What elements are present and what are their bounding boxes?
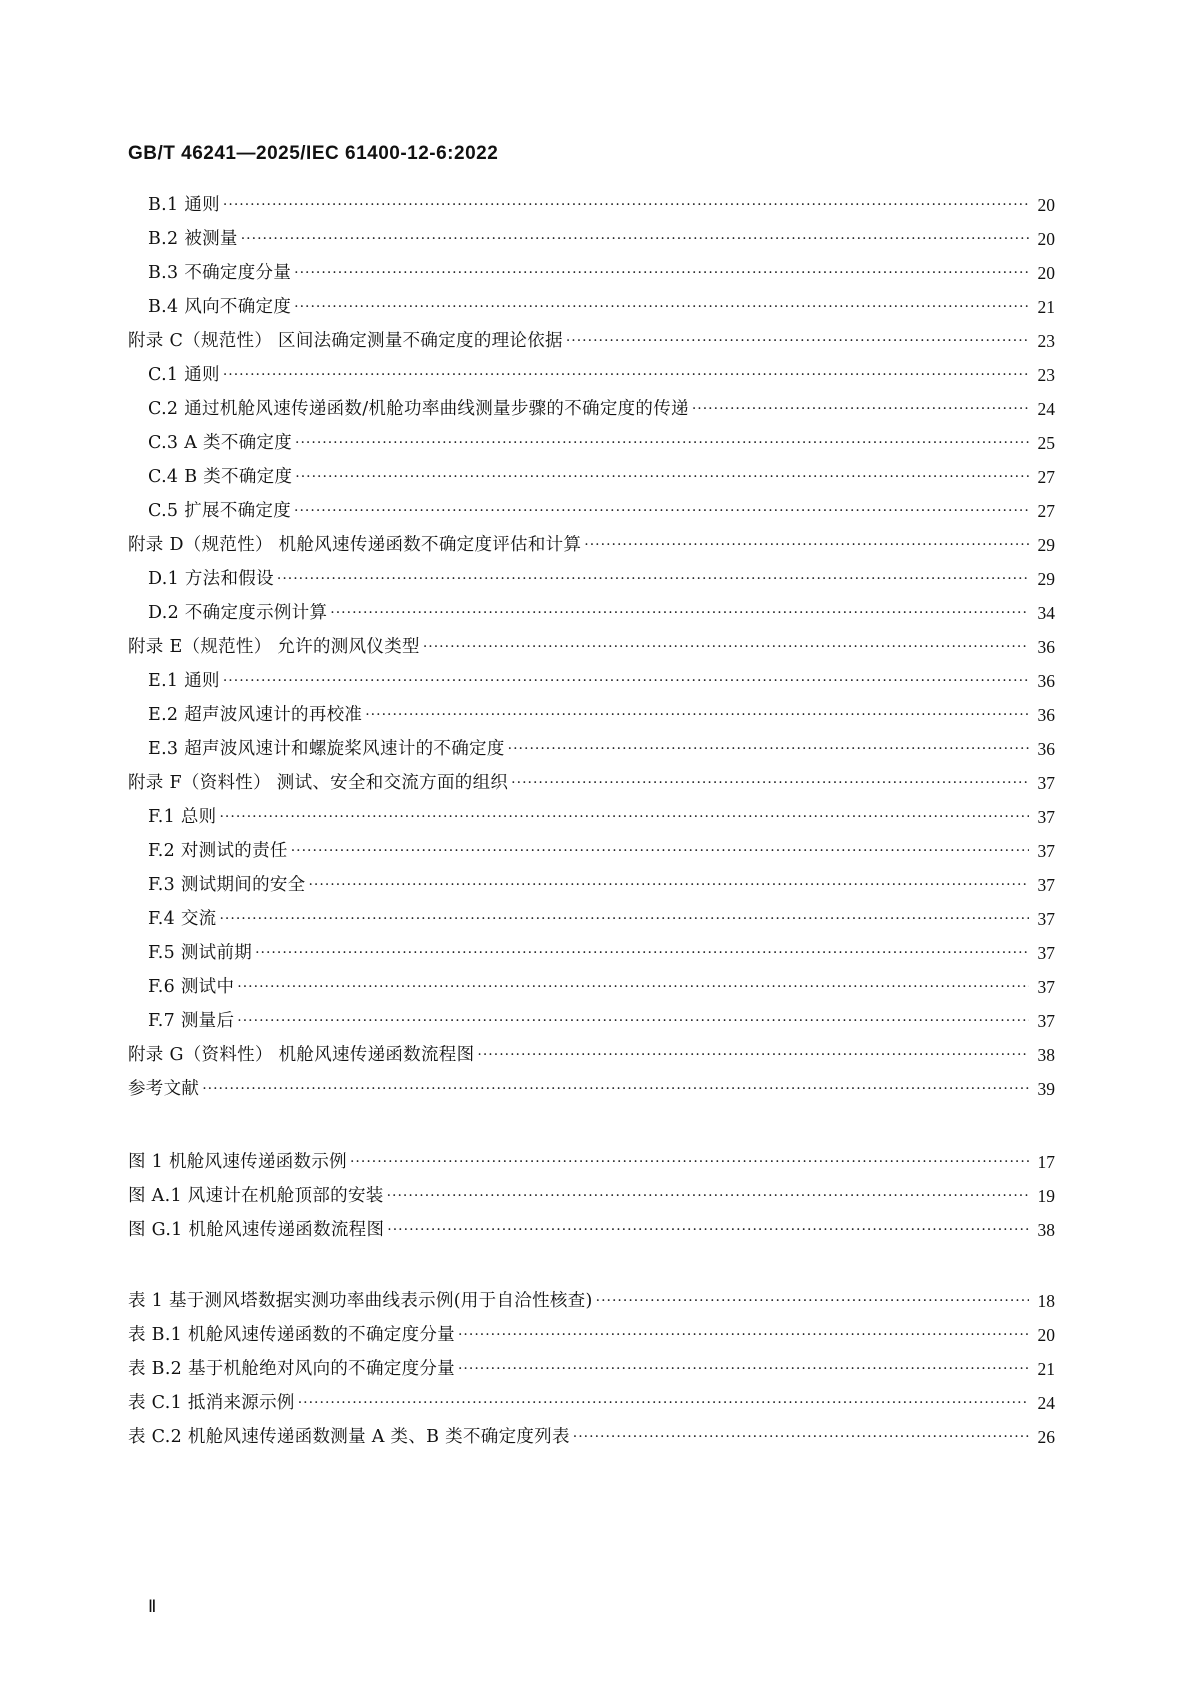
- toc-annex-entry[interactable]: [128, 1040, 1055, 1070]
- table-entry-page: 21: [1037, 1359, 1055, 1379]
- toc-entry[interactable]: [128, 360, 1055, 390]
- table-list-entry[interactable]: [128, 1388, 1055, 1418]
- dot-leader: [423, 632, 1029, 662]
- toc-entry-page: 20: [1037, 263, 1055, 283]
- toc-entry-label: E.3 超声波风速计和螺旋桨风速计的不确定度: [148, 739, 505, 759]
- toc-entry-page: 37: [1037, 841, 1055, 861]
- figure-list-entry[interactable]: [128, 1215, 1055, 1245]
- toc-entry-label: F.6 测试中: [148, 977, 235, 997]
- figure-entry-page: 38: [1037, 1220, 1055, 1240]
- toc-entry[interactable]: [128, 700, 1055, 730]
- toc-entry-label: B.1 通则: [148, 195, 220, 215]
- toc-entry[interactable]: [128, 836, 1055, 866]
- toc-entry-label: F.4 交流: [148, 909, 217, 929]
- toc-entry-label: 附录 F（资料性） 测试、安全和交流方面的组织: [128, 773, 509, 793]
- dot-leader: [295, 462, 1029, 492]
- toc-entry[interactable]: [128, 1006, 1055, 1036]
- toc-entry-page: 23: [1037, 331, 1055, 351]
- dot-leader: [241, 224, 1029, 254]
- toc-bibliography-entry[interactable]: [128, 1074, 1055, 1104]
- dot-leader: [219, 904, 1029, 934]
- toc-entry-label: F.7 测量后: [148, 1011, 235, 1031]
- table-entry-label: 表 B.2 基于机舱绝对风向的不确定度分量: [128, 1359, 455, 1379]
- toc-entry-page: 36: [1037, 671, 1055, 691]
- table-entry-page: 20: [1037, 1325, 1055, 1345]
- dot-leader: [308, 870, 1029, 900]
- dot-leader: [596, 1286, 1029, 1316]
- toc-entry-label: F.5 测试前期: [148, 943, 253, 963]
- toc-entry-page: 20: [1037, 229, 1055, 249]
- table-list-entry[interactable]: [128, 1422, 1055, 1452]
- figure-list-entry[interactable]: [128, 1147, 1055, 1177]
- toc-entry-page: 25: [1037, 433, 1055, 453]
- toc-entry-label: D.1 方法和假设: [148, 569, 274, 589]
- toc-entry[interactable]: [128, 394, 1055, 424]
- toc-entry[interactable]: [128, 802, 1055, 832]
- toc-entry-label: B.4 风向不确定度: [148, 297, 292, 317]
- dot-leader: [298, 1388, 1029, 1418]
- table-entry-label: 表 C.1 抵消来源示例: [128, 1393, 295, 1413]
- dot-leader: [202, 1074, 1029, 1104]
- dot-leader: [277, 564, 1029, 594]
- toc-entry[interactable]: [128, 428, 1055, 458]
- dot-leader: [294, 496, 1029, 526]
- toc-entry[interactable]: [128, 734, 1055, 764]
- toc-entry-page: 20: [1037, 195, 1055, 215]
- toc-entry[interactable]: [128, 496, 1055, 526]
- toc-entry[interactable]: [128, 258, 1055, 288]
- figure-entry-label: 图 1 机舱风速传递函数示例: [128, 1152, 347, 1172]
- toc-entry-label: E.2 超声波风速计的再校准: [148, 705, 363, 725]
- toc-entry-page: 36: [1037, 739, 1055, 759]
- toc-entry-page: 21: [1037, 297, 1055, 317]
- figure-entry-label: 图 G.1 机舱风速传递函数流程图: [128, 1220, 385, 1240]
- toc-entry-page: 27: [1037, 467, 1055, 487]
- toc-entry-page: 27: [1037, 501, 1055, 521]
- toc-entry-page: 29: [1037, 535, 1055, 555]
- dot-leader: [350, 1147, 1029, 1177]
- toc-entry[interactable]: [128, 564, 1055, 594]
- toc-entry-page: 37: [1037, 977, 1055, 997]
- dot-leader: [255, 938, 1029, 968]
- toc-entry-page: 37: [1037, 1011, 1055, 1031]
- toc-entry[interactable]: [128, 224, 1055, 254]
- toc-entry[interactable]: [128, 972, 1055, 1002]
- toc-entry-page: 38: [1037, 1045, 1055, 1065]
- toc-entry-label: 附录 C（规范性） 区间法确定测量不确定度的理论依据: [128, 331, 563, 351]
- toc-entry-page: 37: [1037, 909, 1055, 929]
- toc-entry[interactable]: [128, 462, 1055, 492]
- toc-entry-label: C.2 通过机舱风速传递函数/机舱功率曲线测量步骤的不确定度的传递: [148, 399, 689, 419]
- toc-entry-label: F.2 对测试的责任: [148, 841, 288, 861]
- toc-entry-label: B.2 被测量: [148, 229, 238, 249]
- toc-entry[interactable]: [128, 292, 1055, 322]
- toc-entry-page: 24: [1037, 399, 1055, 419]
- toc-annex-entry[interactable]: [128, 632, 1055, 662]
- table-list-entry[interactable]: [128, 1354, 1055, 1384]
- dot-leader: [223, 190, 1029, 220]
- toc-entry-page: 34: [1037, 603, 1055, 623]
- toc-entry-page: 36: [1037, 705, 1055, 725]
- toc-entry[interactable]: [128, 870, 1055, 900]
- page-number: Ⅱ: [148, 1597, 157, 1616]
- table-entry-page: 18: [1037, 1291, 1055, 1311]
- figure-entry-page: 19: [1037, 1186, 1055, 1206]
- toc-entry-label: E.1 通则: [148, 671, 220, 691]
- dot-leader: [294, 292, 1029, 322]
- toc-entry-label: 附录 G（资料性） 机舱风速传递函数流程图: [128, 1045, 475, 1065]
- dot-leader: [692, 394, 1029, 424]
- toc-entry-label: D.2 不确定度示例计算: [148, 603, 328, 623]
- dot-leader: [511, 768, 1029, 798]
- dot-leader: [387, 1215, 1029, 1245]
- dot-leader: [223, 666, 1029, 696]
- toc-entry-page: 37: [1037, 943, 1055, 963]
- toc-annex-entry[interactable]: [128, 530, 1055, 560]
- dot-leader: [291, 836, 1029, 866]
- table-entry-page: 24: [1037, 1393, 1055, 1413]
- toc-entry-label: F.3 测试期间的安全: [148, 875, 306, 895]
- toc-entry-label: 附录 D（规范性） 机舱风速传递函数不确定度评估和计算: [128, 535, 582, 555]
- toc-entry-label: B.3 不确定度分量: [148, 263, 292, 283]
- dot-leader: [458, 1320, 1029, 1350]
- toc-entry-page: 36: [1037, 637, 1055, 657]
- toc-entry-label: F.1 总则: [148, 807, 217, 827]
- dot-leader: [294, 258, 1029, 288]
- document-code-header: GB/T 46241—2025/IEC 61400-12-6:2022: [128, 143, 499, 164]
- figure-list-entry[interactable]: [128, 1181, 1055, 1211]
- table-entry-label: 表 B.1 机舱风速传递函数的不确定度分量: [128, 1325, 455, 1345]
- dot-leader: [219, 802, 1029, 832]
- dot-leader: [566, 326, 1029, 356]
- toc-entry[interactable]: [128, 598, 1055, 628]
- toc-entry[interactable]: [128, 190, 1055, 220]
- dot-leader: [295, 428, 1029, 458]
- toc-entry-page: 23: [1037, 365, 1055, 385]
- toc-entry-label: C.1 通则: [148, 365, 220, 385]
- figure-entry-label: 图 A.1 风速计在机舱顶部的安装: [128, 1186, 384, 1206]
- toc-entry-page: 37: [1037, 773, 1055, 793]
- dot-leader: [477, 1040, 1029, 1070]
- dot-leader: [573, 1422, 1029, 1452]
- dot-leader: [330, 598, 1029, 628]
- toc-entry-label: 参考文献: [128, 1079, 200, 1099]
- toc-entry-label: C.5 扩展不确定度: [148, 501, 292, 521]
- table-entry-label: 表 C.2 机舱风速传递函数测量 A 类、B 类不确定度列表: [128, 1427, 570, 1447]
- dot-leader: [584, 530, 1029, 560]
- toc-entry-label: C.3 A 类不确定度: [148, 433, 293, 453]
- toc-entry-page: 37: [1037, 807, 1055, 827]
- toc-entry-page: 29: [1037, 569, 1055, 589]
- dot-leader: [387, 1181, 1029, 1211]
- toc-entry[interactable]: [128, 938, 1055, 968]
- dot-leader: [237, 972, 1029, 1002]
- table-entry-label: 表 1 基于测风塔数据实测功率曲线表示例(用于自洽性核查): [128, 1291, 593, 1311]
- toc-annex-entry[interactable]: [128, 768, 1055, 798]
- dot-leader: [458, 1354, 1029, 1384]
- figure-entry-page: 17: [1037, 1152, 1055, 1172]
- toc-entry-page: 39: [1037, 1079, 1055, 1099]
- dot-leader: [508, 734, 1029, 764]
- toc-entry-label: 附录 E（规范性） 允许的测风仪类型: [128, 637, 420, 657]
- toc-entry[interactable]: [128, 904, 1055, 934]
- toc-entry-label: C.4 B 类不确定度: [148, 467, 293, 487]
- dot-leader: [237, 1006, 1029, 1036]
- table-list-entry[interactable]: [128, 1286, 1055, 1316]
- toc-annex-entry[interactable]: [128, 326, 1055, 356]
- dot-leader: [365, 700, 1029, 730]
- table-list-entry[interactable]: [128, 1320, 1055, 1350]
- table-entry-page: 26: [1037, 1427, 1055, 1447]
- dot-leader: [223, 360, 1029, 390]
- toc-entry-page: 37: [1037, 875, 1055, 895]
- toc-entry[interactable]: [128, 666, 1055, 696]
